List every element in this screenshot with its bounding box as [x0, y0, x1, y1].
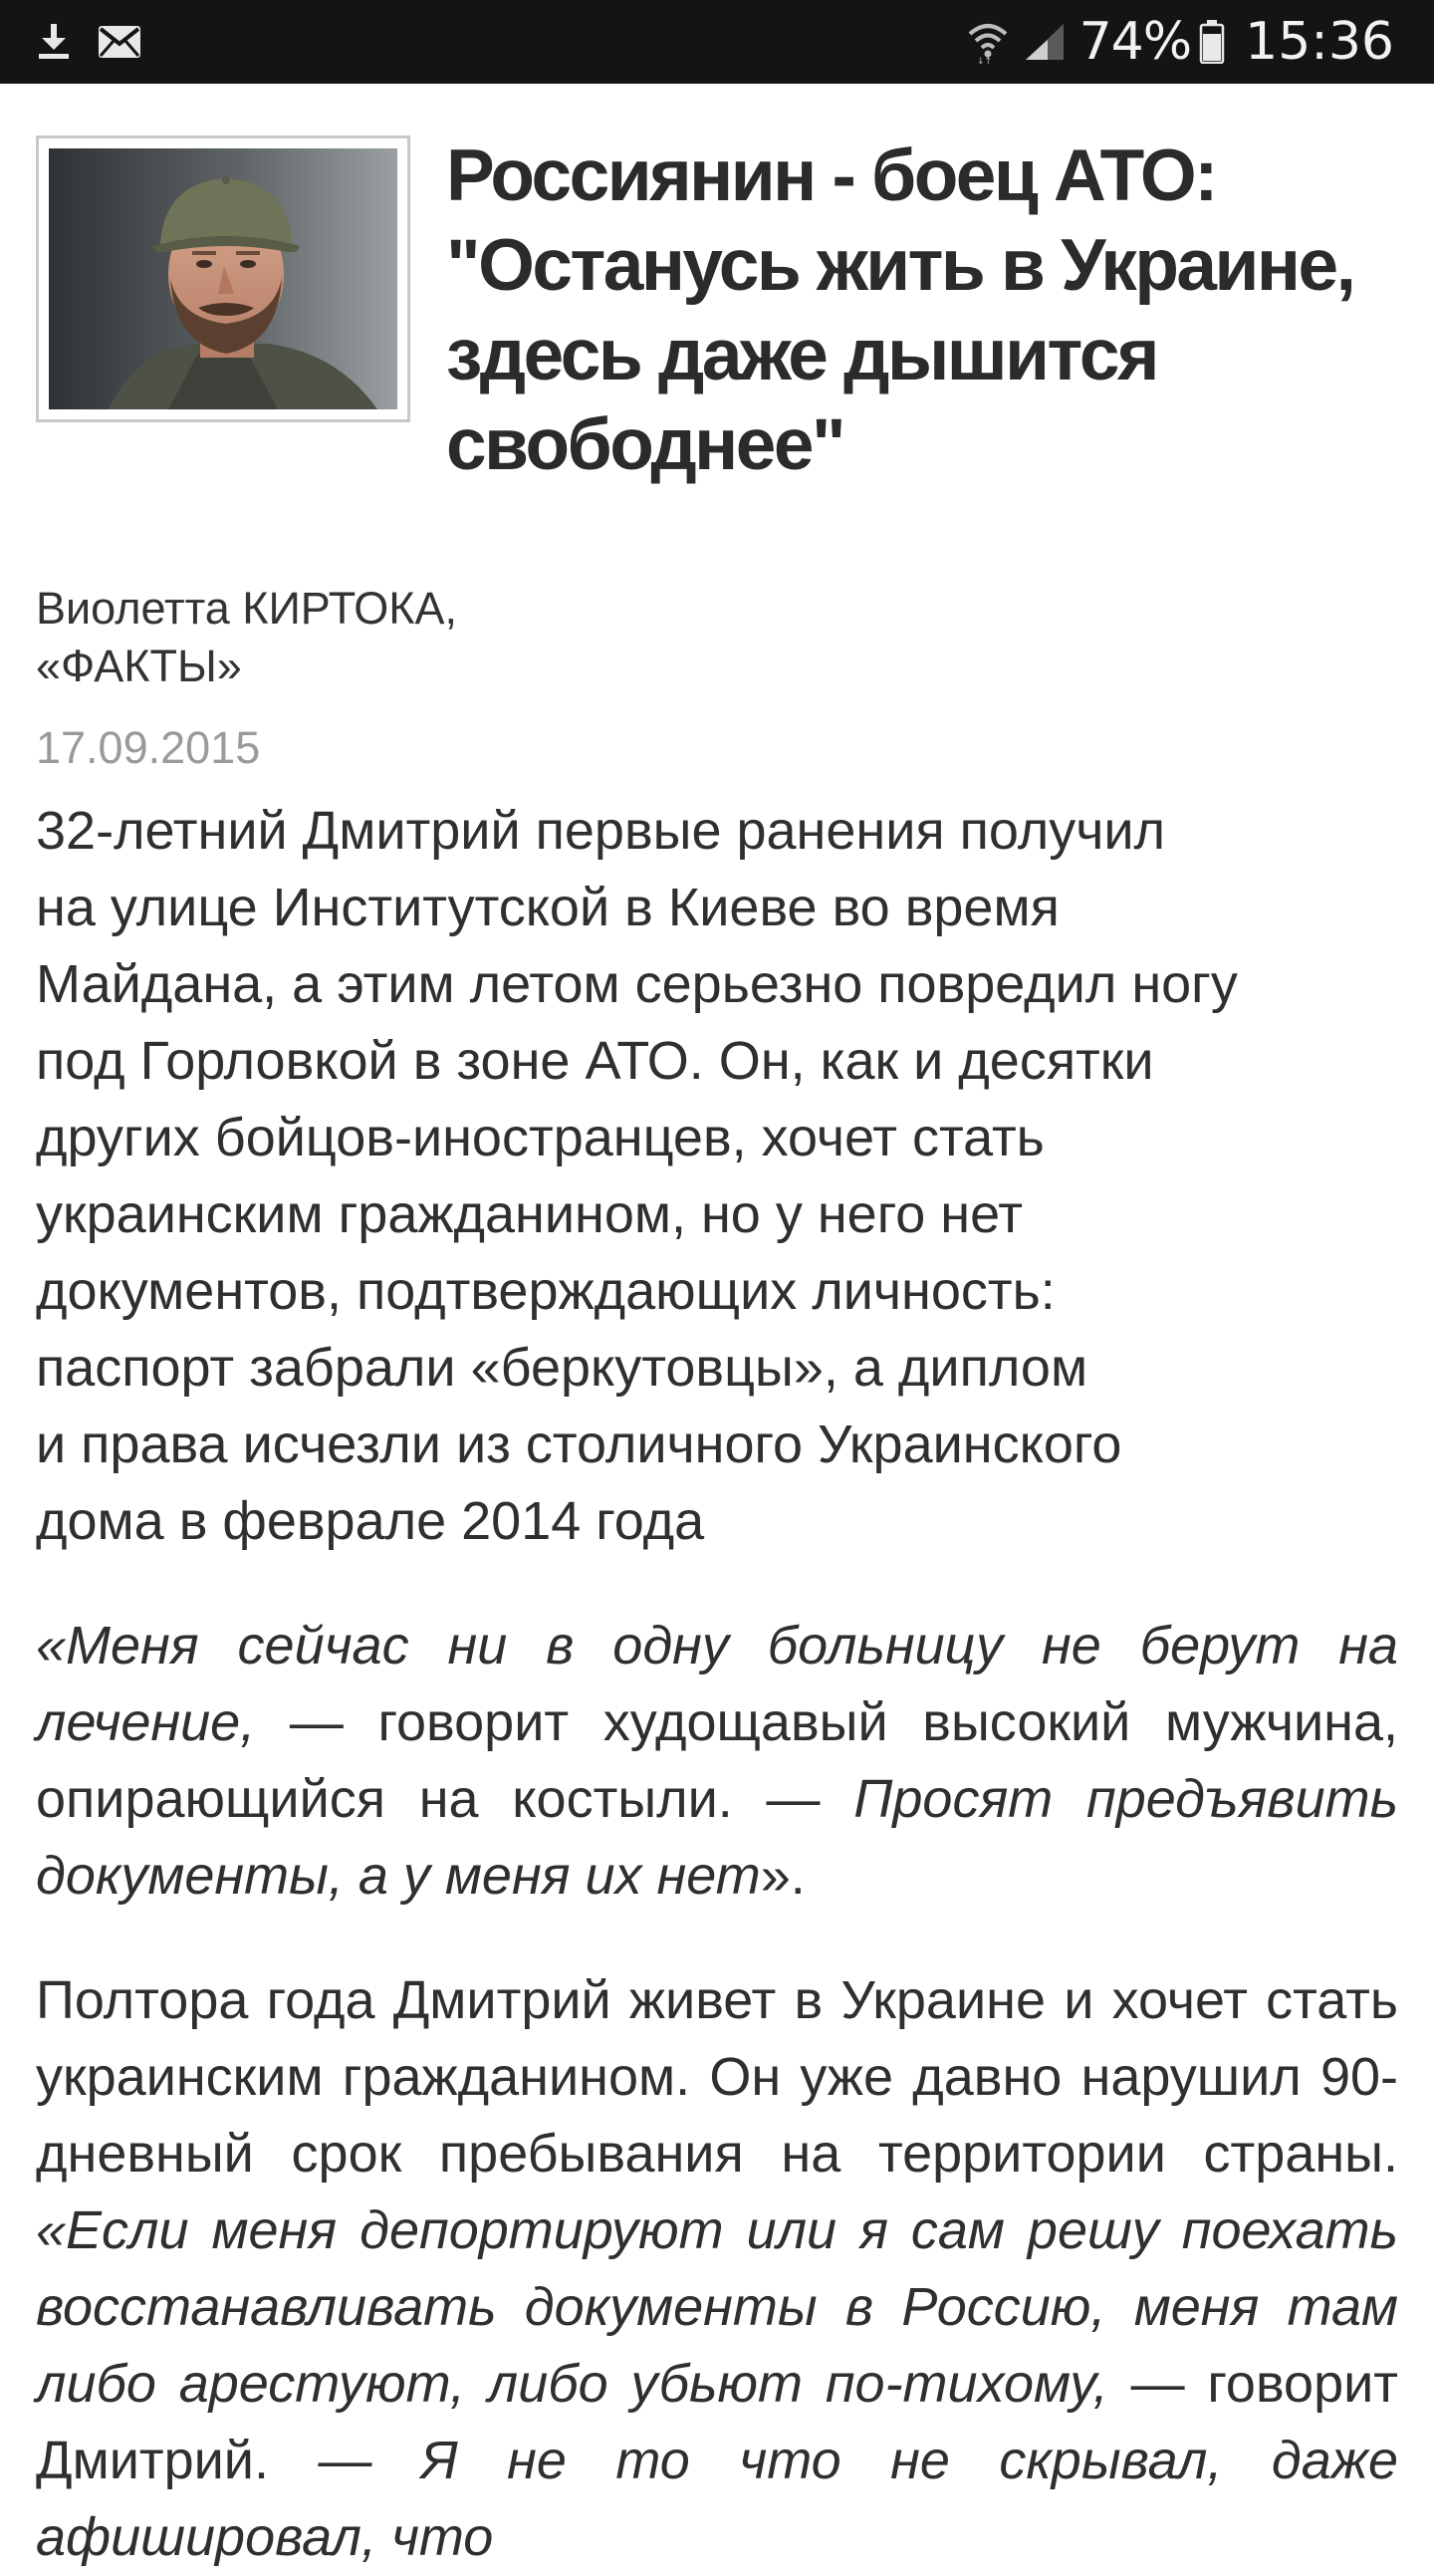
lead-paragraph	[36, 793, 1398, 1560]
signal-icon	[1024, 22, 1066, 62]
headline-line: свободнее"	[446, 404, 844, 485]
download-icon	[36, 22, 72, 62]
battery-percentage: 74%	[1078, 12, 1192, 72]
lead-line: дома в феврале 2014 года	[36, 1491, 705, 1551]
publish-date: 17.09.2015	[36, 722, 261, 773]
quote-end: ».	[760, 1846, 806, 1906]
lead-line: и права исчезли из столичного Украинского	[36, 1415, 1122, 1474]
headline-line: здесь даже дышится	[446, 315, 1158, 395]
quote-paragraph	[36, 1608, 1398, 1915]
author-subject-photo	[49, 148, 397, 409]
lead-line: Майдана, а этим летом серьезно повредил ногу	[36, 954, 1238, 1014]
lead-line: других бойцов-иностранцев, хочет стать	[36, 1108, 1045, 1167]
author-name: Виолетта КИРТОКА,	[36, 583, 457, 634]
svg-text:↓↑: ↓↑	[976, 57, 992, 64]
headline-line: Россиянин - боец АТО:	[446, 135, 1216, 216]
lead-line: паспорт забрали «беркутовцы», а диплом	[36, 1338, 1088, 1398]
quote-text: — Я не то что не скрывал, даже афишировал, что	[36, 2431, 1398, 2567]
battery-icon	[1199, 20, 1225, 64]
lead-line: украинским гражданином, но у него нет	[36, 1184, 1024, 1244]
byline	[36, 580, 457, 695]
wifi-icon	[968, 20, 1008, 64]
article-body	[36, 793, 1398, 2576]
quote-text: «Если меня депортируют или я сам решу поехать восстанавливать документы в Россию, меня там либо арестуют, либо убьют по-тихому,	[36, 2200, 1398, 2414]
lead-line: на улице Институтской в Киеве во время	[36, 878, 1060, 937]
quote-text: Просят предъявить документы, а у меня их нет	[36, 1769, 1399, 1906]
body-paragraph	[36, 1962, 1398, 2576]
speaker-text: — говорит худощавый высокий мужчина, опирающийся на костыли. —	[36, 1692, 1398, 1829]
status-bar	[0, 0, 1434, 84]
article-headline	[446, 131, 1402, 490]
speaker-text: — говорит Дмитрий.	[36, 2354, 1399, 2490]
publication-name: «ФАКТЫ»	[36, 641, 242, 691]
lead-line: под Горловкой в зоне АТО. Он, как и десятки	[36, 1031, 1154, 1091]
mail-icon	[98, 25, 141, 59]
article-photo[interactable]	[36, 135, 410, 422]
clock: 15:36	[1245, 12, 1394, 72]
lead-line: 32-летний Дмитрий первые ранения получил	[36, 801, 1166, 861]
status-system	[968, 0, 1394, 84]
body-text: Полтора года Дмитрий живет в Украине и хочет стать украинским гражданином. Он уже давно нарушил 90-дневный срок пребывания на территории страны.	[36, 1970, 1398, 2184]
headline-line: "Останусь жить в Украине,	[446, 225, 1354, 306]
quote-text: «Меня сейчас ни в одну больницу не берут на лечение,	[36, 1616, 1398, 1752]
status-notifications	[36, 0, 141, 84]
lead-line: документов, подтверждающих личность:	[36, 1261, 1056, 1321]
